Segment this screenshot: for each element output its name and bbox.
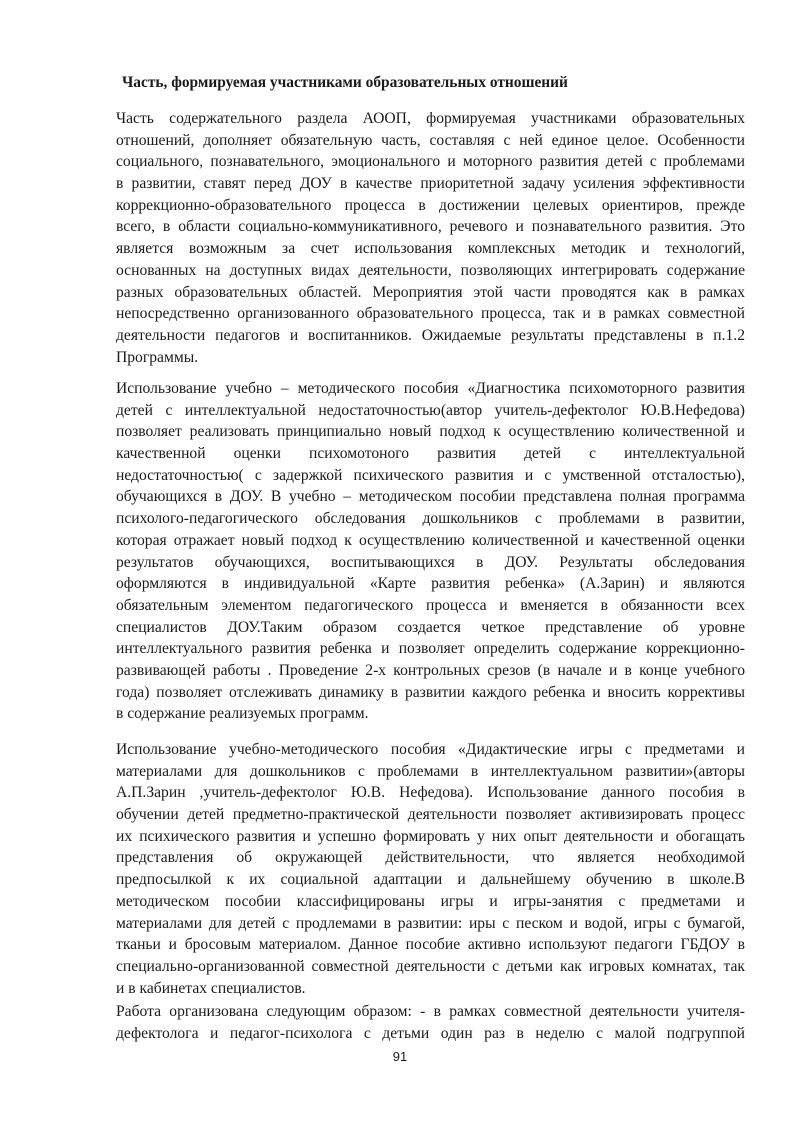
paragraph-aoop-part: [116, 108, 745, 368]
text-line: деятельности педагогов и воспитанников. Ожидаемые результаты представлены в п.1.2: [116, 326, 745, 344]
text-line: недостаточностью( с задержкой психического развития и с умственной отсталостью),: [116, 466, 745, 484]
text-line: основанных на доступных видах деятельности, позволяющих интегрировать содержание: [116, 261, 745, 279]
text-line: Использование учебно – методического пособия «Диагностика психомоторного развития: [116, 380, 745, 397]
text-line: непосредственно организованного образовательного процесса, так и в рамках совместной: [116, 305, 745, 323]
text-line: развивающей работы . Проведение 2-х контрольных срезов (в начале и в конце учебного: [116, 661, 745, 679]
text-line: материалами для дошкольников с проблемами в интеллектуальном развитии»(авторы: [116, 762, 745, 780]
text-line: интеллектуального развития ребенка и позволяет определить содержание коррекционно-: [116, 640, 745, 658]
text-line: результатов обучающихся, воспитывающихся в ДОУ. Результаты обследования: [116, 553, 745, 571]
text-line: которая отражает новый подход к осуществлению количественной и качественной оценки: [116, 531, 745, 549]
text-line: Часть содержательного раздела АООП, формируемая участниками образовательных: [116, 110, 745, 127]
text-line: Работа организована следующим образом: - в рамках совместной деятельности учителя-: [116, 1003, 745, 1020]
text-line: специалистов ДОУ.Таким образом создается четкое представление об уровне: [116, 618, 745, 636]
text-line: их психического развития и успешно формировать у них опыт деятельности и обогащать: [116, 827, 745, 845]
text-line: психолого-педагогического обследования дошкольников с проблемами в развитии,: [116, 510, 745, 528]
paragraph-diagnostics-manual: [116, 378, 745, 725]
text-line: разных образовательных областей. Мероприятия этой части проводятся как в рамках: [116, 283, 745, 301]
text-line: года) позволяет отслеживать динамику в развитии каждого ребенка и вносить коррективы: [116, 683, 745, 701]
text-line: и в кабинетах специалистов.: [116, 979, 306, 997]
text-line: предпосылкой к их социальной адаптации и дальнейшему обучению в школе.В: [116, 871, 745, 889]
text-line: качественной оценки психомотоного развития детей с интеллектуальной: [116, 445, 745, 463]
text-line: в содержание реализуемых программ.: [116, 705, 369, 723]
text-line: в развитии, ставят перед ДОУ в качестве приоритетной задачу усиления эффективности: [116, 175, 745, 193]
text-line: обучении детей предметно-практической деятельности позволяет активизировать процесс: [116, 806, 745, 824]
text-line: обучающихся в ДОУ. В учебно – методическом пособии представлена полная программа: [116, 488, 745, 506]
text-line: обязательным элементом педагогического процесса и вменяется в обязанности всех: [116, 596, 745, 614]
text-line: А.П.Зарин ,учитель-дефектолог Ю.В. Нефедова). Использование данного пособия в: [116, 784, 745, 802]
text-line: детей с интеллектуальной недостаточностью(автор учитель-дефектолог Ю.В.Нефедова): [116, 401, 745, 419]
text-line: оформляются в индивидуальной «Карте развития ребенка» (А.Зарин) и являются: [116, 575, 745, 593]
text-line: Использование учебно-методического пособия «Дидактические игры с предметами и: [116, 741, 745, 758]
text-line: коррекционно-образовательного процесса в достижении целевых ориентиров, прежде: [116, 196, 745, 214]
text-line: тканьи и бросовым материалом. Данное пособие активно используют педагоги ГБДОУ в: [116, 936, 745, 954]
text-line: всего, в области социально-коммуникативного, речевого и познавательного развития. Это: [116, 218, 745, 236]
text-line: методическом пособии классифицированы игры и игры-занятия с предметами и: [116, 892, 745, 910]
paragraph-didactic-games-manual: [116, 739, 745, 999]
section-heading: Часть, формируемая участниками образовательных отношений: [122, 74, 568, 91]
text-line: материалами для детей с продлемами в развитии: иры с песком и водой, игры с бумагой,: [116, 914, 745, 932]
page-number: 91: [392, 1049, 408, 1064]
text-line: дефектолога и педагог-психолога с детьми один раз в неделю с малой подгруппой: [116, 1024, 745, 1042]
text-line: является возможным за счет использования комплексных методик и технологий,: [116, 240, 745, 258]
text-line: представления об окружающей действительности, что является необходимой: [116, 849, 745, 867]
text-line: Программы.: [116, 348, 199, 366]
text-line: позволяет реализовать принципиально новый подход к осуществлению количественной и: [116, 423, 745, 441]
paragraph-work-organization: [116, 1001, 745, 1044]
text-line: социального, познавательного, эмоционального и моторного развития детей с проблемами: [116, 153, 745, 171]
text-line: специально-организованной совместной деятельности с детьми как игровых комнатах, так: [116, 957, 745, 975]
text-line: отношений, дополняет обязательную часть, составляя с ней единое целое. Особенности: [116, 131, 745, 149]
